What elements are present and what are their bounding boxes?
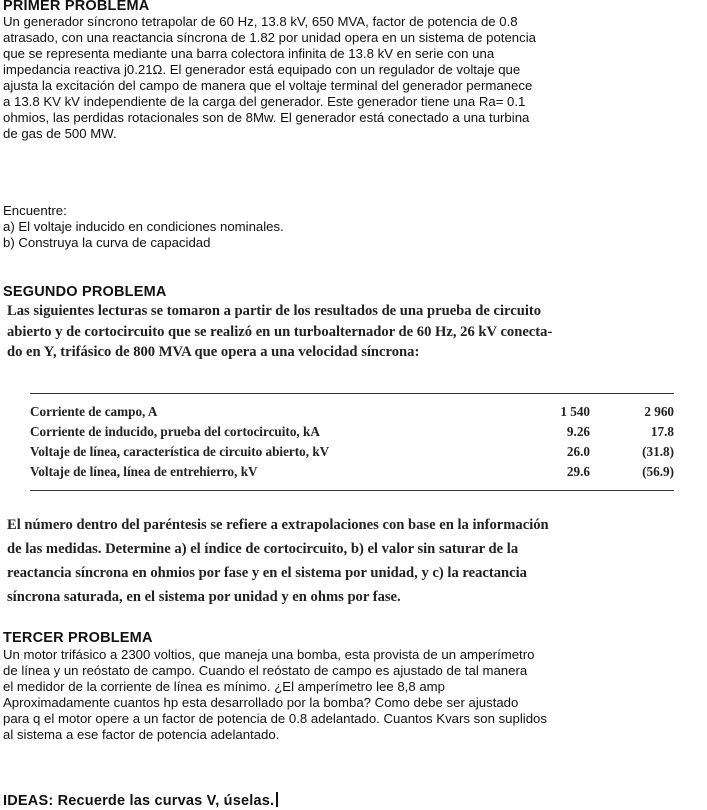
text-line: ajusta la excitación del campo de manera que el voltaje terminal del generador permanece	[3, 78, 533, 93]
text-line: ohmios, las perdidas rotacionales son de 8Mw. El generador está conectado a una turbina	[3, 110, 530, 125]
cell-value-2: (56.9)	[642, 464, 674, 479]
text-line: de línea y un reóstato de campo. Cuando el reóstato de campo es ajustado de tal manera	[3, 663, 528, 678]
readings-table	[30, 393, 674, 491]
table-row	[30, 442, 674, 462]
row-label: Voltaje de línea, línea de entrehierro, kV	[30, 464, 258, 479]
cell-value-2: 17.8	[650, 424, 674, 439]
question-item: a) El voltaje inducido en condiciones nominales.	[3, 219, 284, 234]
text-line: impedancia reactiva j0.21Ω. El generador está equipado con un regulador de voltaje que	[3, 62, 521, 77]
text-line: Un motor trifásico a 2300 voltios, que maneja una bomba, esta provista de un amperímetro	[3, 647, 535, 662]
cell-value-1: 29.6	[566, 464, 590, 479]
text-line: a 13.8 KV kV independiente de la carga del generador. Este generador tiene una Ra= 0.1	[3, 94, 526, 109]
cell-value-2: (31.8)	[642, 444, 674, 459]
text-line: síncrona saturada, en el sistema por unidad y en ohms por fase.	[7, 589, 401, 605]
text-line: el medidor de la corriente de línea es mínimo. ¿El amperímetro lee 8,8 amp	[3, 679, 445, 694]
cell-value-1: 9.26	[566, 424, 590, 439]
text-line: atrasado, con una reactancia síncrona de 1.82 por unidad opera en un sistema de potencia	[3, 30, 536, 45]
table-row	[30, 394, 674, 423]
text-line: do en Y, trifásico de 800 MVA que opera a una velocidad síncrona:	[7, 344, 420, 360]
cell-value-1: 26.0	[566, 444, 590, 459]
text-cursor	[276, 792, 278, 807]
cell-value-1: 1 540	[560, 404, 590, 419]
text-line: que se representa mediante una barra colectora infinita de 13.8 kV en serie con una	[3, 46, 495, 61]
table-row	[30, 422, 674, 442]
text-line: Un generador síncrono tetrapolar de 60 Hz, 13.8 kV, 650 MVA, factor de potencia de 0.8	[3, 14, 518, 29]
row-label: Corriente de inducido, prueba del cortocircuito, kA	[30, 424, 320, 439]
row-label: Corriente de campo, A	[30, 404, 158, 419]
problem-1-statement	[3, 14, 703, 142]
problem-3-statement	[3, 647, 703, 743]
problem-3-title: TERCER PROBLEMA	[3, 630, 153, 646]
cell-value-2: 2 960	[644, 404, 674, 419]
ideas-text: IDEAS: Recuerde las curvas V, úselas.	[3, 793, 275, 809]
text-line: abierto y de cortocircuito que se realizó en un turboalternador de 60 Hz, 26 kV conecta-	[7, 323, 553, 340]
text-line: Aproximadamente cuantos hp esta desarrollado por la bomba? Como debe ser ajustado	[3, 695, 519, 710]
ideas-note	[3, 792, 278, 809]
text-line: de gas de 500 MW.	[3, 126, 117, 141]
problem-2-intro	[7, 301, 697, 363]
question-item: b) Construya la curva de capacidad	[3, 235, 211, 250]
problem-1-questions	[3, 203, 703, 251]
problem-2-title: SEGUNDO PROBLEMA	[3, 284, 167, 300]
problem-2-questions	[7, 513, 697, 609]
text-line: El número dentro del paréntesis se refiere a extrapolaciones con base en la información	[7, 517, 549, 533]
text-line: reactancia síncrona en ohmios por fase y en el sistema por unidad, y c) la reactancia	[7, 565, 527, 581]
problem-1-title: PRIMER PROBLEMA	[3, 0, 150, 14]
text-line: de las medidas. Determine a) el índice de cortocircuito, b) el valor sin saturar de la	[7, 541, 519, 557]
text-line: Las siguientes lecturas se tomaron a partir de los resultados de una prueba de circuito	[7, 303, 542, 319]
encuentre-label: Encuentre:	[3, 203, 67, 218]
table-row	[30, 462, 674, 491]
row-label: Voltaje de línea, característica de circuito abierto, kV	[30, 444, 330, 459]
text-line: para q el motor opere a un factor de potencia de 0.8 adelantado. Cuantos Kvars son suplidos	[3, 711, 547, 726]
text-line: al sistema a ese factor de potencia adelantado.	[3, 727, 280, 742]
